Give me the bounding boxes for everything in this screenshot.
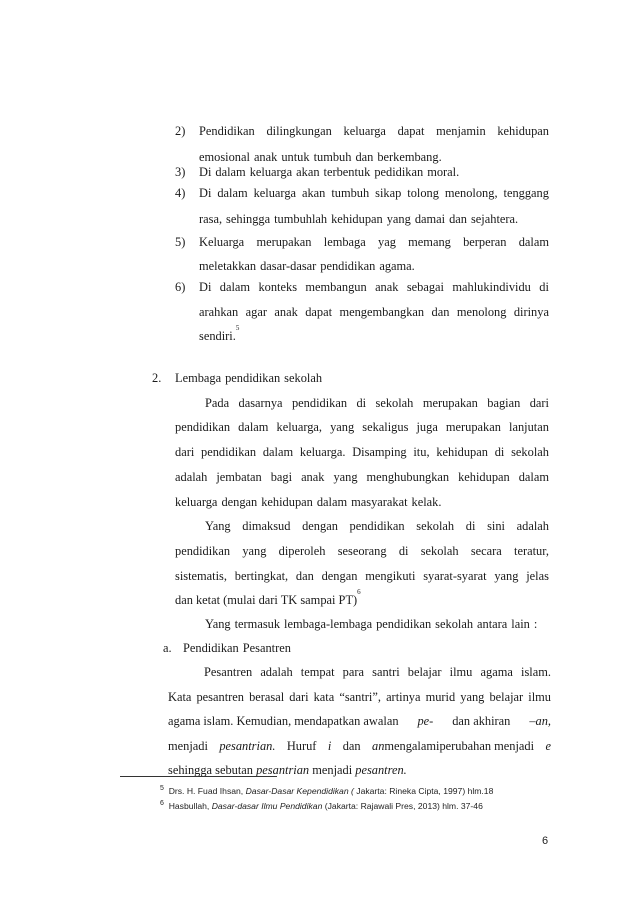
word: yag bbox=[378, 235, 396, 249]
word: pendidikan bbox=[225, 371, 281, 385]
word: sekolah bbox=[511, 445, 549, 459]
word: belajar bbox=[489, 690, 524, 704]
page-number: 6 bbox=[542, 835, 549, 847]
word: adalah bbox=[516, 519, 549, 533]
word: teratur, bbox=[514, 544, 549, 558]
word: berasal bbox=[249, 690, 285, 704]
word: pesantren bbox=[196, 690, 244, 704]
word: berkembang. bbox=[377, 150, 442, 164]
list-line bbox=[199, 234, 549, 250]
word: anak bbox=[301, 470, 325, 484]
footnote-ref: 5 bbox=[235, 324, 240, 332]
word: akan bbox=[296, 165, 320, 179]
word: tenggang bbox=[503, 186, 549, 200]
word: keluarga bbox=[249, 165, 293, 179]
word: lembaga bbox=[323, 235, 366, 249]
word: anak bbox=[375, 280, 399, 294]
word: bertingkat, bbox=[234, 569, 289, 583]
word: dan bbox=[431, 305, 450, 319]
word: “santri”, bbox=[339, 690, 381, 704]
paragraph-line-mixed: agama islam. Kemudian, mendapatkan awalan pe- dan akhiran –an, bbox=[168, 714, 551, 728]
word: ilmu bbox=[449, 665, 473, 679]
word: tumbuh bbox=[331, 186, 370, 200]
word: dalam bbox=[262, 445, 294, 459]
word: tolong bbox=[407, 186, 439, 200]
word: sekolah bbox=[416, 519, 455, 533]
word: Di bbox=[199, 280, 212, 294]
word: merupakan bbox=[445, 420, 501, 434]
word: Pada bbox=[205, 396, 230, 410]
word: dasarnya bbox=[238, 396, 283, 410]
word: akan bbox=[301, 186, 326, 200]
word: sekaligus bbox=[362, 420, 409, 434]
word: kehidupan bbox=[261, 495, 313, 509]
word: dilingkungan bbox=[266, 124, 332, 138]
word: murid bbox=[425, 690, 456, 704]
footnote-divider bbox=[120, 776, 277, 777]
word: kelak. bbox=[411, 495, 442, 509]
word: itu, bbox=[413, 445, 430, 459]
word: dan bbox=[449, 212, 467, 226]
word: seseorang bbox=[337, 544, 387, 558]
word: Di bbox=[199, 186, 212, 200]
word: lanjutan bbox=[509, 420, 549, 434]
term: pesantrian. bbox=[219, 739, 276, 753]
word: pendidikan bbox=[349, 519, 405, 533]
paragraph-line bbox=[205, 395, 549, 411]
list-line bbox=[199, 185, 549, 201]
word: di bbox=[356, 396, 367, 410]
word: keluarga bbox=[343, 124, 386, 138]
word: berperan bbox=[463, 235, 507, 249]
word: sejahtera. bbox=[470, 212, 519, 226]
word: pendidikan bbox=[175, 420, 231, 434]
word: Pesantren bbox=[242, 641, 291, 655]
word: sebagai bbox=[406, 280, 444, 294]
word: dapat bbox=[305, 305, 333, 319]
word: syarat-syarat bbox=[423, 569, 487, 583]
word: secara bbox=[470, 544, 502, 558]
word: dari bbox=[289, 690, 309, 704]
word: merupakan bbox=[422, 396, 478, 410]
list-line bbox=[199, 149, 446, 165]
subsection-letter: a. bbox=[163, 641, 172, 655]
paragraph-line bbox=[175, 469, 549, 485]
word: termasuk bbox=[234, 617, 281, 631]
word: dengan bbox=[221, 495, 258, 509]
word: agama. bbox=[379, 259, 415, 273]
word: agama bbox=[480, 665, 513, 679]
word: Yang bbox=[205, 617, 231, 631]
word: ilmu bbox=[528, 690, 551, 704]
list-number: 6) bbox=[175, 280, 186, 294]
suffix-term: –an, bbox=[529, 714, 551, 728]
list-number: 3) bbox=[175, 165, 186, 179]
word: moral. bbox=[427, 165, 460, 179]
word: dasar-dasar bbox=[260, 259, 317, 273]
word: Yang bbox=[205, 519, 231, 533]
word: tumbuh bbox=[313, 150, 352, 164]
word: sekolah bbox=[420, 544, 459, 558]
word: sekolah bbox=[284, 371, 323, 385]
section-heading bbox=[175, 370, 326, 386]
word: lembaga-lembaga bbox=[284, 617, 373, 631]
word: jelas bbox=[526, 569, 549, 583]
word: Pendidikan bbox=[199, 124, 255, 138]
word: diperoleh bbox=[278, 544, 326, 558]
list-line bbox=[199, 304, 549, 320]
word: pendidikan bbox=[175, 544, 231, 558]
word: sini bbox=[487, 519, 505, 533]
word: juga bbox=[416, 420, 438, 434]
word: Lembaga bbox=[175, 371, 222, 385]
word: para bbox=[342, 665, 364, 679]
term: e bbox=[545, 739, 551, 753]
word: keluarga bbox=[175, 495, 218, 509]
word: dapat bbox=[397, 124, 425, 138]
word: tempat bbox=[300, 665, 335, 679]
word: dengan bbox=[302, 519, 338, 533]
word: mengikuti bbox=[365, 569, 416, 583]
term: i bbox=[327, 739, 332, 753]
word: di bbox=[465, 519, 476, 533]
word: adalah bbox=[175, 470, 208, 484]
paragraph-line-mixed: sehingga sebutan pesantrian menjadi pesantren. bbox=[168, 763, 407, 777]
word: Kata bbox=[168, 690, 192, 704]
word: mahlukindividu bbox=[452, 280, 531, 294]
word: kehidupan bbox=[497, 124, 549, 138]
paragraph-line bbox=[175, 494, 445, 510]
word: arahkan bbox=[199, 305, 239, 319]
word: dalam bbox=[219, 280, 251, 294]
word: dan bbox=[295, 569, 314, 583]
paragraph-line bbox=[175, 419, 549, 435]
word: emosional bbox=[199, 150, 250, 164]
word: menolong, bbox=[444, 186, 498, 200]
footnote: $^6$ Hasbullah, Dasar-dasar Ilmu Pendidikan (Jakarta: Rajawali Pres, 2013) hlm. 37-46 bbox=[160, 800, 483, 811]
word: kehidupan bbox=[458, 470, 510, 484]
paragraph-line bbox=[205, 616, 541, 632]
word: di bbox=[398, 544, 409, 558]
word: pendidikan bbox=[291, 396, 348, 410]
word: sekolah bbox=[375, 396, 414, 410]
word: keluarga. bbox=[299, 445, 346, 459]
word: untuk bbox=[281, 150, 310, 164]
paragraph-line-last: dan ketat (mulai dari TK sampai PT) 6 bbox=[175, 588, 361, 607]
word: anak bbox=[253, 150, 278, 164]
paragraph-line bbox=[175, 568, 549, 584]
word: mengembangkan bbox=[339, 305, 425, 319]
list-number: 2) bbox=[175, 124, 186, 138]
term: an bbox=[372, 739, 385, 753]
subsection-heading bbox=[183, 640, 295, 656]
word: dalam bbox=[217, 186, 248, 200]
word: tumbuhlah bbox=[274, 212, 328, 226]
paragraph-line bbox=[175, 543, 549, 559]
word: antara bbox=[477, 617, 508, 631]
footnote-ref: 6 bbox=[357, 588, 361, 596]
paragraph-line bbox=[204, 664, 551, 680]
list-line bbox=[199, 123, 549, 139]
word: : bbox=[533, 617, 538, 631]
word: yang bbox=[494, 569, 519, 583]
word: pendidikan bbox=[376, 617, 432, 631]
word: masyarakat bbox=[351, 495, 408, 509]
word: yang bbox=[386, 212, 411, 226]
word: santri bbox=[372, 665, 400, 679]
word: sistematis, bbox=[175, 569, 227, 583]
footnote: $^5$ Drs. H. Fuad Ihsan, Dasar-Dasar Kependidikan ( Jakarta: Rineka Cipta, 1997) hlm.18 bbox=[160, 785, 494, 796]
word: islam. bbox=[521, 665, 551, 679]
list-number: 5) bbox=[175, 235, 186, 249]
word: bagi bbox=[270, 470, 293, 484]
word: pendidikan bbox=[201, 445, 257, 459]
word: Keluarga bbox=[199, 235, 245, 249]
word: terbentuk bbox=[323, 165, 371, 179]
word: yang bbox=[460, 690, 485, 704]
word: kehidupan bbox=[331, 212, 383, 226]
word: memang bbox=[408, 235, 451, 249]
list-line bbox=[199, 258, 419, 274]
list-line bbox=[199, 164, 463, 180]
word: sikap bbox=[375, 186, 402, 200]
word: dalam bbox=[215, 165, 246, 179]
word: menghubungkan bbox=[366, 470, 450, 484]
word: yang bbox=[242, 544, 267, 558]
word: lain bbox=[511, 617, 530, 631]
word: sehingga bbox=[226, 212, 271, 226]
prefix-term: pe- bbox=[417, 714, 434, 728]
word: keluarga bbox=[253, 186, 297, 200]
word: adalah bbox=[260, 665, 293, 679]
term: pesantrian bbox=[256, 763, 310, 777]
word: keluarga, bbox=[276, 420, 323, 434]
word: dalam bbox=[518, 470, 549, 484]
word: dari bbox=[529, 396, 549, 410]
section-number: 2. bbox=[152, 371, 162, 385]
word: merupakan bbox=[256, 235, 312, 249]
list-line-last: sendiri. 5 bbox=[199, 324, 240, 343]
word: dalam bbox=[316, 495, 348, 509]
word: dalam bbox=[518, 235, 549, 249]
word: yang bbox=[333, 470, 358, 484]
word: pedidikan bbox=[374, 165, 424, 179]
word: menjamin bbox=[436, 124, 486, 138]
word: konteks bbox=[258, 280, 298, 294]
word: yang bbox=[330, 420, 355, 434]
word: kata bbox=[313, 690, 335, 704]
word: meletakkan bbox=[199, 259, 257, 273]
paragraph-line bbox=[205, 518, 549, 534]
word: di bbox=[494, 445, 505, 459]
word: Di bbox=[199, 165, 212, 179]
list-line bbox=[199, 279, 549, 295]
list-number: 4) bbox=[175, 186, 186, 200]
word: membangun bbox=[305, 280, 367, 294]
word: Disamping bbox=[352, 445, 407, 459]
paragraph-line bbox=[175, 444, 549, 460]
word: anak bbox=[274, 305, 298, 319]
word: dimaksud bbox=[242, 519, 291, 533]
word: sekolah bbox=[435, 617, 474, 631]
word: rasa, bbox=[199, 212, 223, 226]
paragraph-line bbox=[168, 689, 551, 705]
word: dirinya bbox=[513, 305, 549, 319]
word: dari bbox=[175, 445, 195, 459]
word: dengan bbox=[321, 569, 358, 583]
word: di bbox=[539, 280, 549, 294]
word: belajar bbox=[407, 665, 442, 679]
word: agar bbox=[245, 305, 267, 319]
paragraph-line-mixed: menjadi pesantrian. Huruf i dan anmengalamiperubahan menjadi e bbox=[168, 739, 551, 753]
word: menolong bbox=[456, 305, 507, 319]
word: damai bbox=[414, 212, 446, 226]
word: jembatan bbox=[216, 470, 262, 484]
word: dalam bbox=[238, 420, 269, 434]
word: bagian bbox=[487, 396, 521, 410]
word: Pesantren bbox=[204, 665, 253, 679]
word: artinya bbox=[386, 690, 421, 704]
word: pendidikan bbox=[320, 259, 376, 273]
list-line bbox=[199, 211, 522, 227]
term: pesantren. bbox=[355, 763, 407, 777]
word: dan bbox=[355, 150, 374, 164]
word: Pendidikan bbox=[183, 641, 239, 655]
word: kehidupan bbox=[436, 445, 488, 459]
